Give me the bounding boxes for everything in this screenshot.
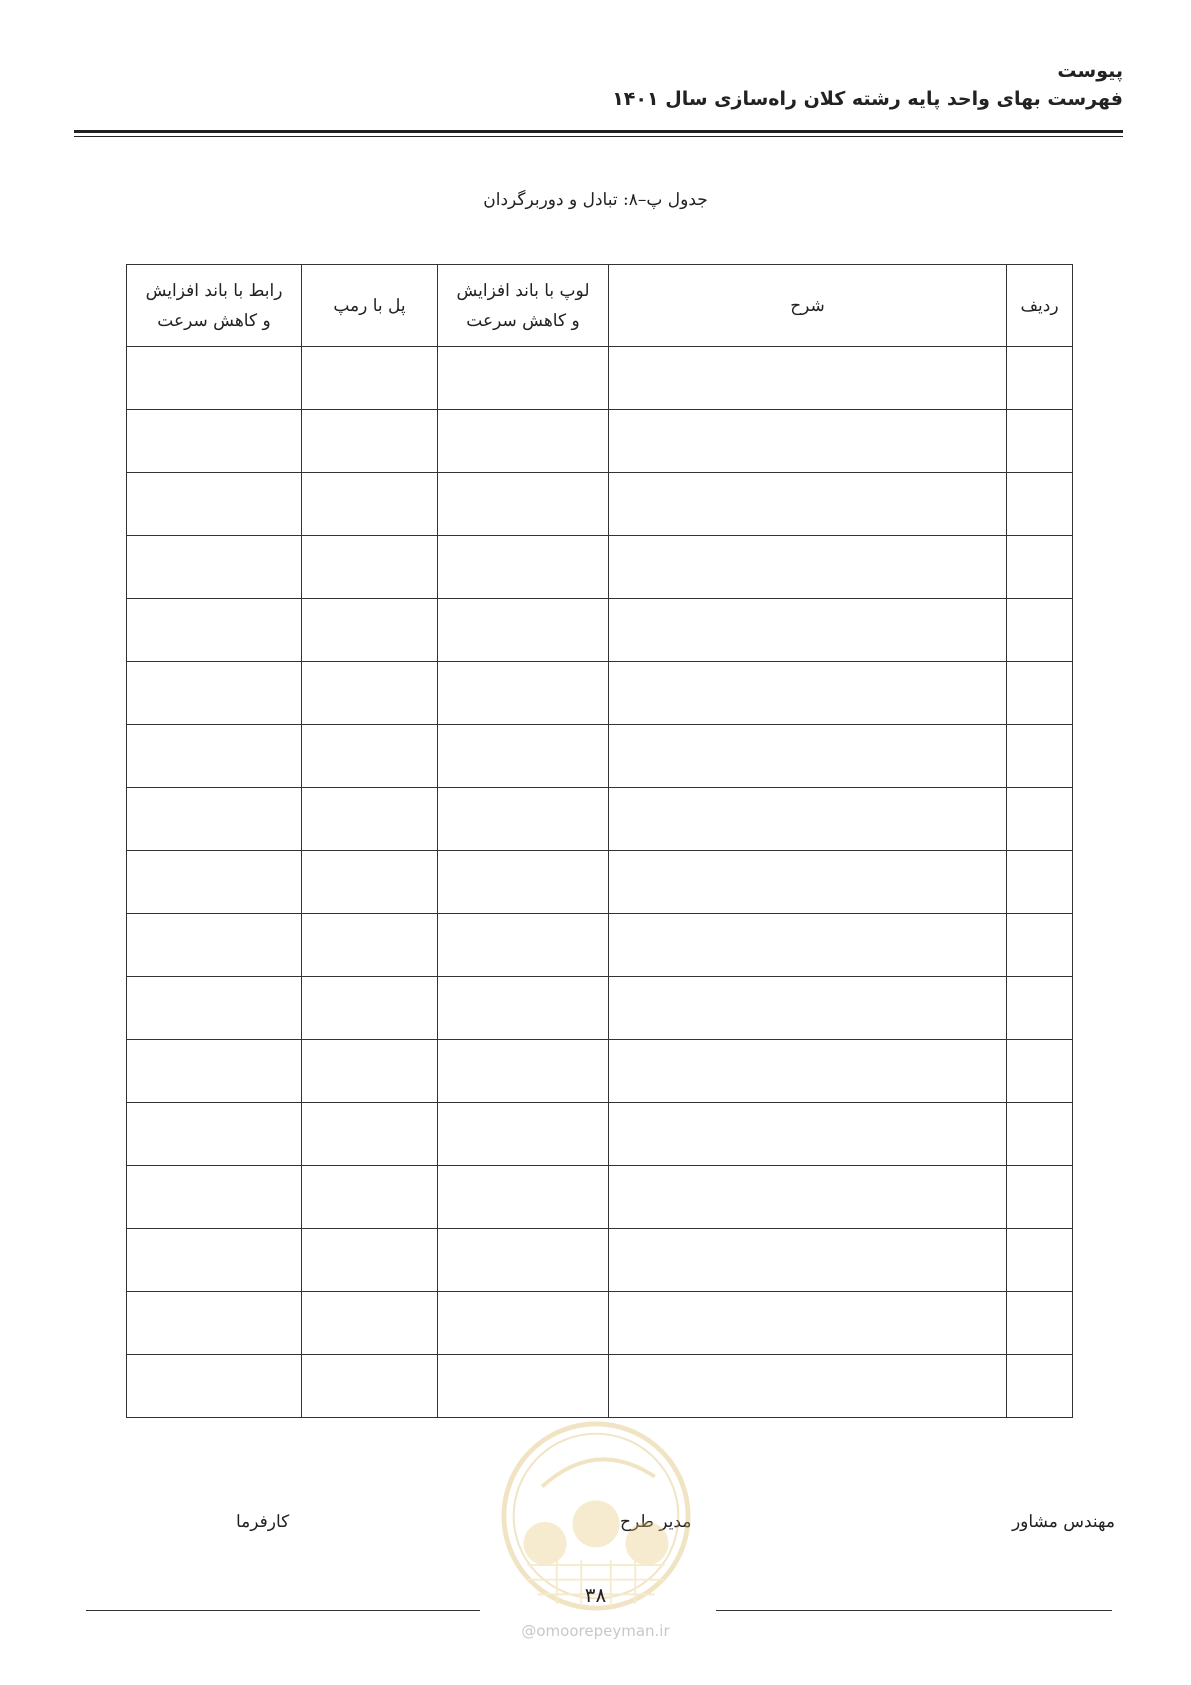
table-cell [438,1040,609,1103]
document-title: فهرست بهای واحد پایه رشته کلان راه‌سازی سال ۱۴۰۱ [612,88,1123,110]
table-row [127,473,1073,536]
table-row [127,536,1073,599]
table-cell [1007,977,1073,1040]
table-cell [609,599,1007,662]
table-cell [1007,1229,1073,1292]
table-cell [609,1166,1007,1229]
table-row [127,1292,1073,1355]
form-table [126,264,1073,1418]
table-cell [438,788,609,851]
column-header-loop: لوپ با باند افزایش و کاهش سرعت [438,265,609,347]
table-row [127,788,1073,851]
table-cell [302,347,438,410]
table-cell [609,1292,1007,1355]
table-cell [1007,1292,1073,1355]
table-cell [127,599,302,662]
table-cell [127,1355,302,1418]
header-rule-thick [74,130,1123,133]
table-cell [127,1040,302,1103]
table-cell [302,536,438,599]
table-cell [609,662,1007,725]
table-cell [127,410,302,473]
table-cell [302,1229,438,1292]
table-row [127,410,1073,473]
table-cell [1007,347,1073,410]
table-cell [438,536,609,599]
table-row [127,725,1073,788]
table-cell [127,473,302,536]
table-cell [302,599,438,662]
table-cell [302,977,438,1040]
table-cell [127,977,302,1040]
table-cell [609,977,1007,1040]
table-cell [438,914,609,977]
column-header-radif: ردیف [1007,265,1073,347]
table-cell [609,347,1007,410]
table-row [127,1355,1073,1418]
table-cell [127,725,302,788]
table-cell [1007,599,1073,662]
table-cell [609,1355,1007,1418]
table-header-row [127,265,1073,347]
table-cell [609,851,1007,914]
table-cell [1007,410,1073,473]
table-cell [127,851,302,914]
table-cell [438,662,609,725]
form-table-container [126,264,1072,1418]
table-cell [302,662,438,725]
table-cell [609,1229,1007,1292]
table-cell [438,1229,609,1292]
table-cell [1007,473,1073,536]
table-row [127,347,1073,410]
table-cell [127,536,302,599]
table-cell [302,1292,438,1355]
footer-rule-right [716,1610,1112,1611]
table-row [127,662,1073,725]
page-number: ۳۸ [584,1583,607,1607]
table-cell [127,347,302,410]
table-cell [127,1292,302,1355]
section-title: پیوست [1057,60,1123,82]
table-cell [438,1292,609,1355]
table-cell [127,662,302,725]
table-cell [1007,1355,1073,1418]
signature-client: کارفرما [236,1512,290,1532]
table-cell [609,1040,1007,1103]
table-cell [302,725,438,788]
table-row [127,1166,1073,1229]
table-cell [302,1103,438,1166]
table-row [127,1229,1073,1292]
table-cell [438,851,609,914]
column-header-sharh: شرح [609,265,1007,347]
table-cell [438,410,609,473]
table-cell [127,914,302,977]
table-cell [609,536,1007,599]
table-cell [1007,725,1073,788]
table-cell [302,1355,438,1418]
table-cell [302,788,438,851]
table-cell [302,851,438,914]
table-row [127,977,1073,1040]
table-cell [609,473,1007,536]
table-cell [302,1040,438,1103]
table-cell [438,347,609,410]
table-cell [1007,788,1073,851]
table-cell [1007,914,1073,977]
table-cell [1007,536,1073,599]
table-cell [438,1166,609,1229]
table-cell [302,473,438,536]
table-cell [438,473,609,536]
table-cell [1007,1103,1073,1166]
table-cell [438,1355,609,1418]
table-row [127,599,1073,662]
table-body [127,347,1073,1418]
watermark-url: @omoorepeyman.ir [521,1622,670,1640]
table-cell [438,725,609,788]
table-row [127,914,1073,977]
table-cell [127,788,302,851]
table-cell [302,410,438,473]
column-header-bridge-ramp: پل با رمپ [302,265,438,347]
table-cell [1007,1166,1073,1229]
table-cell [609,788,1007,851]
table-cell [438,599,609,662]
table-cell [302,914,438,977]
header-rule-thin [74,136,1123,137]
table-cell [609,725,1007,788]
table-cell [1007,662,1073,725]
table-cell [127,1166,302,1229]
table-cell [302,1166,438,1229]
table-row [127,851,1073,914]
table-cell [127,1229,302,1292]
table-cell [609,914,1007,977]
column-header-connector: رابط با باند افزایش و کاهش سرعت [127,265,302,347]
signature-engineer: مهندس مشاور [1011,1512,1115,1532]
table-cell [609,410,1007,473]
table-cell [1007,1040,1073,1103]
table-cell [1007,851,1073,914]
signature-manager: مدیر طرح [620,1512,692,1532]
table-caption: جدول پ–۸: تبادل و دوربرگردان [483,190,708,210]
table-cell [609,1103,1007,1166]
table-cell [438,977,609,1040]
page-header [612,60,1123,110]
table-cell [127,1103,302,1166]
footer-rule-left [86,1610,480,1611]
table-row [127,1040,1073,1103]
table-cell [438,1103,609,1166]
table-row [127,1103,1073,1166]
